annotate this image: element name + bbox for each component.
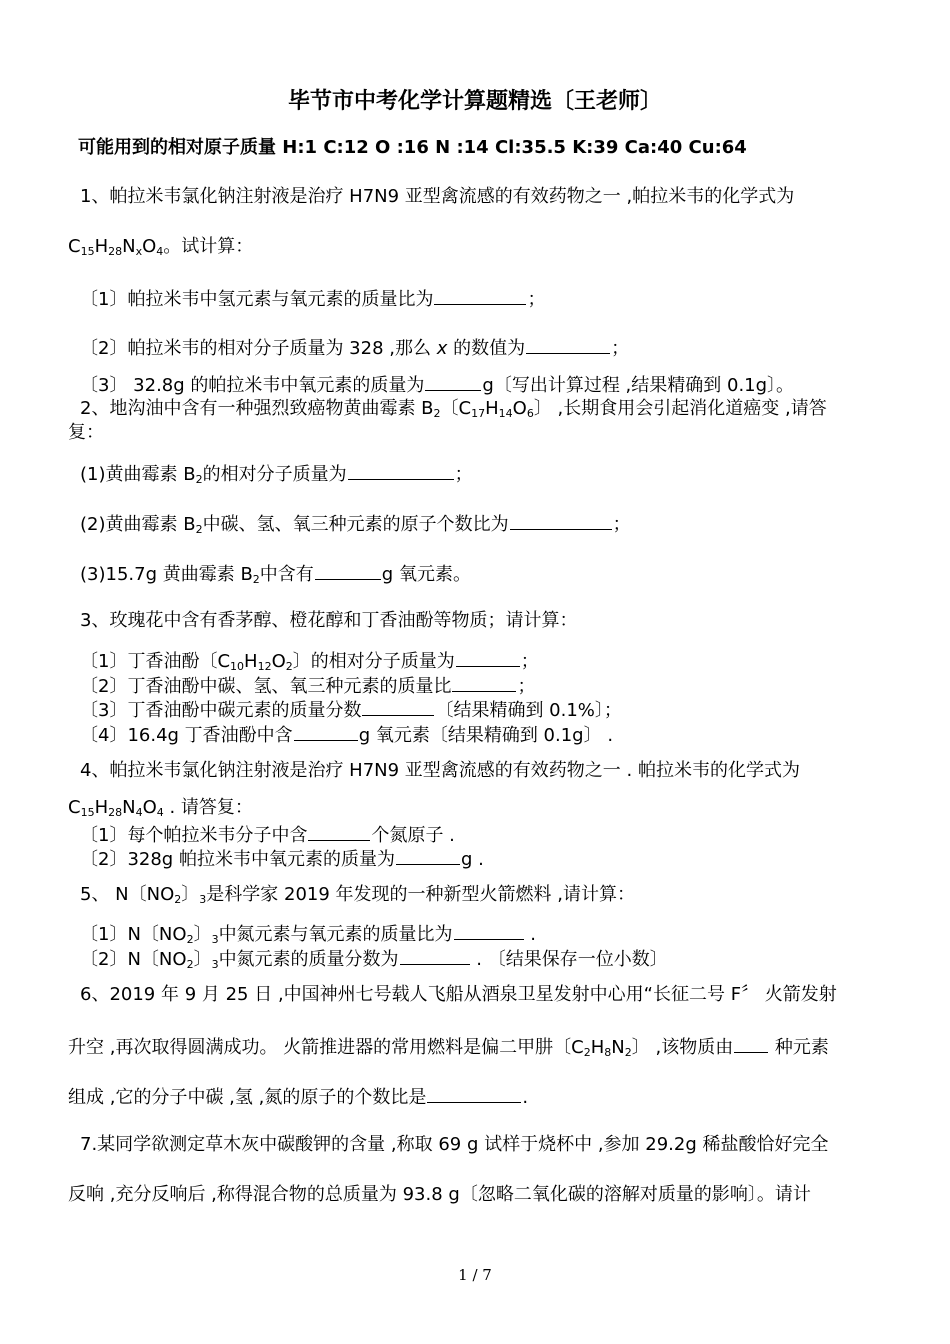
answer-blank[interactable] [434,286,526,305]
answer-blank[interactable] [348,461,454,480]
q2-part3: (3)15.7g 黄曲霉素 $B_2$中含有 g 氧元素。 [80,561,471,586]
answer-blank[interactable] [452,673,516,692]
q5-part1: 〔1〕N〔$NO_2$〕$_3$中氮元素与氧元素的质量比为 . [80,921,536,946]
q4-part2: 〔2〕328g 帕拉米韦中氧元素的质量为 g . [80,846,484,871]
q3-part4: 〔4〕16.4g 丁香油酚中含 g 氧元素〔结果精确到 0.1g〕 . [80,722,613,747]
answer-blank[interactable] [400,946,470,965]
page-number: 1 / 7 [458,1266,492,1284]
atomic-masses: 可能用到的相对原子质量 H:1 C:12 O :16 N :14 Cl:35.5 K:39 Ca:40 Cu:64 [78,137,747,158]
q2-intro: 2、地沟油中含有一种强烈致癌物黄曲霉素 $B_2$〔$C_{17}H_{14}O_6$〕 ,长期食用会引起消化道癌变 ,请答 [80,398,827,420]
answer-blank[interactable] [510,511,612,530]
answer-blank[interactable] [454,921,524,940]
q1-part1: 〔1〕帕拉米韦中氢元素与氧元素的质量比为 ； [80,286,545,311]
q3-part1: 〔1〕丁香油酚〔$C_{10}H_{12}O_2$〕的相对分子质量为 ； [80,648,539,673]
q1-part3: 〔3〕 32.8g 的帕拉米韦中氧元素的质量为 g〔写出计算过程 ,结果精确到 0.1g〕。 [80,372,794,397]
q6-line1: 6、2019 年 9 月 25 日 ,中国神州七号载人飞船从酒泉卫星发射中心用“长征二号 F〞 火箭发射 [80,984,837,1005]
q7-line2: 反响 ,充分反响后 ,称得混合物的总质量为 93.8 g〔忽略二氧化碳的溶解对质量的影响〕。请计 [68,1184,811,1205]
answer-blank[interactable] [427,1084,521,1103]
q6-line3: 组成 ,它的分子中碳 ,氢 ,氮的原子的个数比是 . [68,1084,528,1109]
answer-blank[interactable] [308,822,370,841]
answer-blank[interactable] [456,648,520,667]
q3-part2: 〔2〕丁香油酚中碳、氢、氧三种元素的质量比 ； [80,673,535,698]
q3-part3: 〔3〕丁香油酚中碳元素的质量分数 〔结果精确到 0.1%〕； [80,697,622,722]
answer-blank[interactable] [425,372,481,391]
q1-intro: 1、帕拉米韦氯化钠注射液是治疗 H7N9 亚型禽流感的有效药物之一 ,帕拉米韦的化学式为 [80,186,795,207]
q7-line1: 7.某同学欲测定草木灰中碳酸钾的含量 ,称取 69 g 试样于烧杯中 ,参加 29.2g 稀盐酸恰好完全 [80,1134,829,1155]
q3-intro: 3、玫瑰花中含有香茅醇、橙花醇和丁香油酚等物质；请计算： [80,610,578,631]
answer-blank[interactable] [734,1034,768,1053]
answer-blank[interactable] [526,335,610,354]
answer-blank[interactable] [315,561,381,580]
page-title: 毕节市中考化学计算题精选〔王老师〕 [287,89,662,114]
q1-part2: 〔2〕帕拉米韦的相对分子质量为 328 ,那么 x 的数值为 ； [80,335,629,360]
q2-part1: (1)黄曲霉素 $B_2$的相对分子质量为 ； [80,461,473,486]
q2-intro-cont: 复： [68,422,104,443]
q4-part1: 〔1〕每个帕拉米韦分子中含 个氮原子 . [80,822,455,847]
answer-blank[interactable] [362,697,434,716]
answer-blank[interactable] [294,722,358,741]
q6-line2: 升空 ,再次取得圆满成功。 火箭推进器的常用燃料是偏二甲肼〔$C_2H_8N_2$〕 ,该物质由 种元素 [68,1034,829,1059]
q1-formula: $C_{15}H_{28}N_xO_4$。试计算： [68,236,254,258]
q2-part2: (2)黄曲霉素 $B_2$中碳、氢、氧三种元素的原子个数比为 ； [80,511,631,536]
q5-part2: 〔2〕N〔$NO_2$〕$_3$中氮元素的质量分数为 . 〔结果保存一位小数〕 [80,946,668,971]
q4-intro: 4、帕拉米韦氯化钠注射液是治疗 H7N9 亚型禽流感的有效药物之一 . 帕拉米韦的化学式为 [80,760,800,781]
q4-formula: $C_{15}H_{28}N_4O_4$ . 请答复： [68,797,253,819]
q5-intro: 5、 N〔$NO_2$〕$_3$是科学家 2019 年发现的一种新型火箭燃料 ,请计算： [80,884,635,906]
answer-blank[interactable] [396,846,460,865]
